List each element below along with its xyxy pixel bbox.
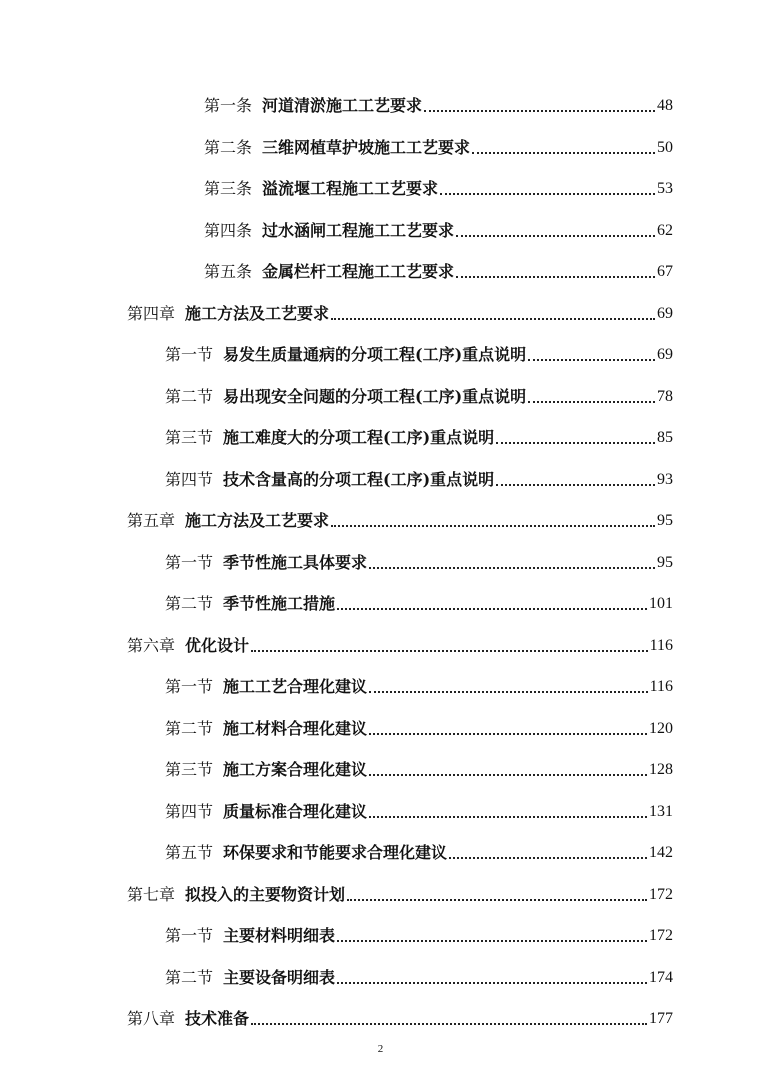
toc-entry[interactable]: [127, 1003, 673, 1029]
toc-entry-page: 67: [657, 263, 673, 280]
toc-entry-prefix: 第一节: [165, 677, 214, 696]
toc-entry-title: 施工方法及工艺要求: [185, 304, 330, 323]
toc-entry-page: 78: [657, 388, 673, 405]
toc-entry-label: [204, 262, 454, 282]
toc-entry[interactable]: [165, 837, 673, 863]
toc-entry[interactable]: [165, 671, 673, 697]
toc-entry-page: 128: [649, 761, 673, 778]
toc-entry-page: 53: [657, 180, 673, 197]
toc-entry-title: 施工工艺合理化建议: [223, 677, 368, 696]
toc-dot-leader: [331, 318, 655, 320]
toc-entry[interactable]: [165, 754, 673, 780]
toc-entry-page: 69: [657, 305, 673, 322]
toc-entry-label: [165, 719, 367, 739]
toc-dot-leader: [369, 733, 647, 735]
toc-entry[interactable]: [127, 630, 673, 656]
toc-entry-page: 101: [649, 595, 673, 612]
toc-entry[interactable]: [204, 256, 673, 282]
toc-entry-prefix: 第一节: [165, 553, 214, 572]
toc-entry-title: 主要设备明细表: [223, 968, 336, 987]
toc-entry-page: 172: [649, 927, 673, 944]
toc-entry-page: 85: [657, 429, 673, 446]
toc-entry-prefix: 第一条: [204, 96, 253, 115]
toc-entry-label: [165, 843, 447, 863]
toc-entry[interactable]: [165, 588, 673, 614]
toc-dot-leader: [528, 401, 655, 403]
toc-entry-page: 142: [649, 844, 673, 861]
toc-entry-page: 116: [649, 637, 673, 654]
toc-entry-label: [165, 553, 367, 573]
toc-entry-title: 金属栏杆工程施工工艺要求: [262, 262, 455, 281]
toc-dot-leader: [369, 774, 647, 776]
toc-entry-page: 172: [649, 886, 673, 903]
toc-entry-title: 主要材料明细表: [223, 926, 336, 945]
toc-entry-prefix: 第五章: [127, 511, 176, 530]
toc-entry[interactable]: [165, 381, 673, 407]
toc-entry[interactable]: [165, 422, 673, 448]
toc-dot-leader: [496, 442, 655, 444]
toc-dot-leader: [456, 235, 655, 237]
toc-entry[interactable]: [127, 298, 673, 324]
toc-entry-prefix: 第六章: [127, 636, 176, 655]
toc-entry-prefix: 第一节: [165, 345, 214, 364]
toc-entry-title: 技术准备: [185, 1009, 250, 1028]
toc-dot-leader: [337, 982, 647, 984]
toc-entry-label: [165, 677, 367, 697]
toc-entry-label: [204, 96, 422, 116]
toc-dot-leader: [440, 193, 655, 195]
toc-entry-title: 拟投入的主要物资计划: [185, 885, 346, 904]
toc-entry-label: [165, 428, 494, 448]
toc-entry[interactable]: [165, 464, 673, 490]
toc-entry-page: 69: [657, 346, 673, 363]
toc-entry-prefix: 第二条: [204, 138, 253, 157]
toc-entry-label: [127, 511, 329, 531]
toc-entry-label: [127, 636, 249, 656]
toc-entry-prefix: 第二节: [165, 719, 214, 738]
toc-entry[interactable]: [204, 173, 673, 199]
toc-entry-label: [127, 1009, 249, 1029]
toc-entry-title: 溢流堰工程施工工艺要求: [262, 179, 439, 198]
toc-dot-leader: [456, 276, 655, 278]
page-number: 2: [377, 1043, 384, 1055]
toc-dot-leader: [496, 484, 655, 486]
toc-entry-prefix: 第二节: [165, 387, 214, 406]
toc-entry-prefix: 第四节: [165, 802, 214, 821]
toc-entry-label: [165, 968, 335, 988]
toc-entry-title: 质量标准合理化建议: [223, 802, 368, 821]
toc-dot-leader: [369, 567, 655, 569]
toc-entry-label: [204, 138, 470, 158]
toc-entry-title: 施工方法及工艺要求: [185, 511, 330, 530]
toc-dot-leader: [369, 816, 647, 818]
toc-entry-title: 季节性施工具体要求: [223, 553, 368, 572]
toc-entry-title: 施工材料合理化建议: [223, 719, 368, 738]
toc-entry-prefix: 第三节: [165, 760, 214, 779]
toc-entry-page: 62: [657, 222, 673, 239]
toc-entry-label: [165, 470, 494, 490]
toc-dot-leader: [331, 525, 655, 527]
toc-entry[interactable]: [165, 962, 673, 988]
toc-dot-leader: [337, 940, 647, 942]
toc-entry-label: [165, 387, 526, 407]
toc-entry[interactable]: [127, 879, 673, 905]
toc-entry-prefix: 第五条: [204, 262, 253, 281]
toc-dot-leader: [472, 152, 655, 154]
toc-dot-leader: [449, 857, 647, 859]
toc-entry[interactable]: [165, 796, 673, 822]
toc-entry-prefix: 第一节: [165, 926, 214, 945]
toc-entry-label: [165, 760, 367, 780]
toc-entry-page: 174: [649, 969, 673, 986]
toc-entry-title: 技术含量高的分项工程(工序)重点说明: [223, 470, 495, 489]
toc-entry[interactable]: [127, 505, 673, 531]
toc-dot-leader: [251, 650, 648, 652]
toc-entry-title: 施工方案合理化建议: [223, 760, 368, 779]
toc-entry[interactable]: [165, 547, 673, 573]
toc-entry-title: 施工难度大的分项工程(工序)重点说明: [223, 428, 495, 447]
toc-entry-title: 三维网植草护坡施工工艺要求: [262, 138, 471, 157]
toc-entry-title: 优化设计: [185, 636, 250, 655]
toc-entry[interactable]: [204, 132, 673, 158]
toc-entry-label: [165, 345, 526, 365]
toc-dot-leader: [369, 691, 648, 693]
toc-entry-label: [127, 885, 345, 905]
toc-entry-label: [204, 221, 454, 241]
toc-entry-label: [165, 802, 367, 822]
toc-entry-prefix: 第四章: [127, 304, 176, 323]
toc-entry-prefix: 第五节: [165, 843, 214, 862]
toc-entry-label: [165, 926, 335, 946]
toc-entry-page: 120: [649, 720, 673, 737]
toc-entry-prefix: 第三节: [165, 428, 214, 447]
toc-entry-title: 环保要求和节能要求合理化建议: [223, 843, 448, 862]
toc-entry-title: 季节性施工措施: [223, 594, 336, 613]
toc-entry-prefix: 第三条: [204, 179, 253, 198]
toc-entry-prefix: 第二节: [165, 968, 214, 987]
toc-entry-prefix: 第七章: [127, 885, 176, 904]
toc-entry-label: [165, 594, 335, 614]
toc-dot-leader: [424, 110, 655, 112]
toc-entry-title: 河道清淤施工工艺要求: [262, 96, 423, 115]
toc-dot-leader: [347, 899, 647, 901]
toc-entry-page: 95: [657, 512, 673, 529]
toc-entry-label: [204, 179, 438, 199]
toc-entry-prefix: 第八章: [127, 1009, 176, 1028]
toc-entry-page: 116: [649, 678, 673, 695]
toc-entry-prefix: 第四节: [165, 470, 214, 489]
toc-entry[interactable]: [165, 920, 673, 946]
toc-entry-title: 易发生质量通病的分项工程(工序)重点说明: [223, 345, 527, 364]
toc-entry-title: 过水涵闸工程施工工艺要求: [262, 221, 455, 240]
toc-entry[interactable]: [165, 339, 673, 365]
toc-entry-page: 93: [657, 471, 673, 488]
toc-entry-prefix: 第四条: [204, 221, 253, 240]
toc-entry-page: 95: [657, 554, 673, 571]
toc-dot-leader: [337, 608, 647, 610]
toc-entry-page: 177: [649, 1010, 673, 1027]
toc-dot-leader: [528, 359, 655, 361]
toc-entry[interactable]: [165, 713, 673, 739]
toc-entry[interactable]: [204, 215, 673, 241]
toc-entry-title: 易出现安全问题的分项工程(工序)重点说明: [223, 387, 527, 406]
toc-entry-prefix: 第二节: [165, 594, 214, 613]
toc-entry-label: [127, 304, 329, 324]
toc-entry[interactable]: [204, 90, 673, 116]
toc-entry-page: 48: [657, 97, 673, 114]
toc-dot-leader: [251, 1023, 647, 1025]
toc-entry-page: 50: [657, 139, 673, 156]
toc-entry-page: 131: [649, 803, 673, 820]
